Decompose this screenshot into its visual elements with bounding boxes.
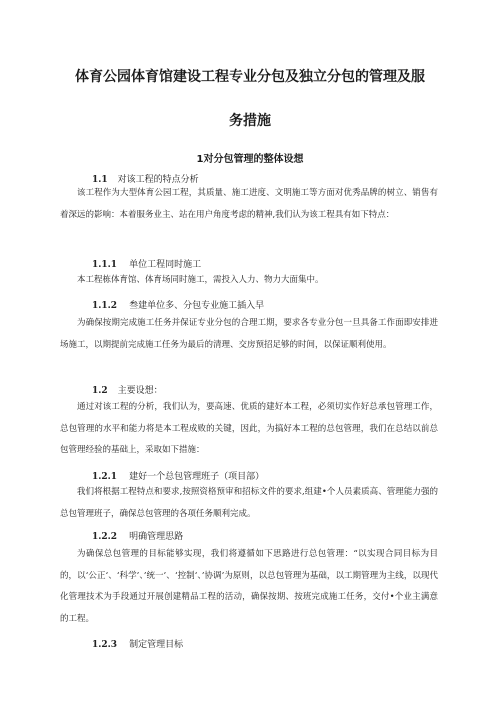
paragraph-subcontract: 为确保按期完成施工任务并保证专业分包的合理工期，要求各专业分包一旦具备工作面即安排进场施工，以期提前完成施工任务为最后的清理、交房预招足够的时间，以保证顺利使用。 (60, 318, 438, 350)
heading-number: 1.1.1 (92, 260, 118, 270)
heading-text: 主要设想： (117, 386, 163, 396)
heading-1-1-1 (92, 257, 201, 270)
document-title-line2: 务措施 (229, 113, 271, 129)
heading-number: 1.1.2 (92, 301, 118, 311)
heading-text: 明确管理思路 (129, 532, 184, 542)
paragraph-simultaneous: 本工程栋体育馆、体育场同时施工，需投入人力、物力大面集中。 (77, 275, 324, 285)
heading-1-2-1 (92, 469, 264, 482)
paragraph-features: 该工程作为大型体育公园工程，其质量、施工进度、文明施工等方面对优秀品牌的树立、销售有着深远的影响：本着服务业主、站在用户角度考虑的精神,我们认为该工程具有如下特点： (60, 188, 438, 220)
heading-text: 制定管理目标 (129, 640, 184, 650)
heading-1-2-3 (92, 637, 183, 650)
heading-number: 1.2.1 (92, 472, 118, 482)
heading-number: 1.2.3 (92, 640, 118, 650)
heading-1-2 (92, 383, 163, 396)
heading-text: 建好一个总包管理班子（项目部） (129, 472, 265, 482)
document-title-line1: 体育公园体育馆建设工程专业分包及独立分包的管理及服 (75, 69, 425, 85)
heading-text: 叁建单位多、分包专业施工插入早 (129, 301, 265, 311)
heading-text: 对该工程的特点分析 (117, 175, 199, 185)
heading-number: 1.1 (92, 175, 108, 185)
paragraph-approach: 为确保总包管理的目标能够实现，我们将遵循如下思路进行总包管理：“以实现合同目标为目的，以‘公正‘、‘科学’、’统一’、‘控制‘、’协调’为原则，以总包管理为基础，以工期管理为主线，以现代化管理技术为手段通过开展创建精品工程的活动，确保按期、按班完成施工任务，交付•个业主满意的工程。 (60, 549, 438, 624)
heading-1-1-2 (92, 298, 264, 311)
heading-number: 1.2 (92, 386, 108, 396)
paragraph-team: 我们将根据工程特点和要求,按照资格预审和招标文件的要求,组建•个人员素质高、管理能力强的总包管理班子，确保总包管理的各项任务顺利完成。 (60, 487, 438, 519)
heading-number: 1.2.2 (92, 532, 118, 542)
paragraph-main-ideas: 通过对该工程的分析，我们认为，要高速、优质的建好本工程，必须切实作好总承包管理工作，总包管理的水平和能力将是本工程成败的关键，因此，为搞好本工程的总包管理，我们在总结以前总包管理经验的基础上，采取如下措施： (60, 402, 438, 455)
heading-1-2-2 (92, 529, 183, 542)
heading-text: 单位工程同时施工 (129, 260, 202, 270)
section-heading-1: 1对分包管理的整体设想 (196, 154, 304, 165)
